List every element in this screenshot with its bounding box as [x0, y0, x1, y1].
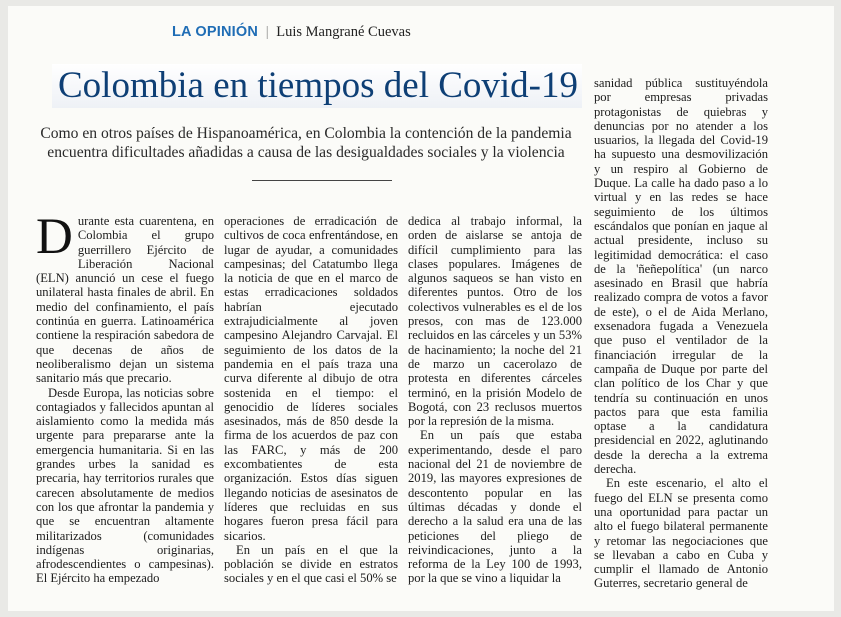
- article-paragraph-2: Desde Europa, las noticias sobre contagiados y fallecidos apuntan al aislamiento como la medida más urgente para prepararse ante la emergencia humanitaria. Si en las grandes urbes la sanidad es precaria, hay territorios rurales que carecen absolutamente de medios con los que afrontar la pandemia y que se encuentran altamente militarizados (comunidades indígenas originarias, afrodescendientes o campesinas). El Ejército ha empezado: [36, 385, 214, 586]
- column-2: [224, 214, 398, 598]
- article-paragraph-4-cont: sanidad pública sustituyéndola por empresas privadas protagonistas de quiebras y denuncias por no atender a los usuarios, la llegada del Covid-19 ha supuesto una desmovilización y un respiro al Gobierno de Duque. La calle ha dado paso a lo virtual y en las redes se hace seguimiento de los últimos escándalos que ponían en jaque al actual presidente, incluso su legitimidad democrática: el caso de la 'ñeñepolítica' (un narco asesinado en Brasil que habría realizado compra de votos a favor de este), o el de Aida Merlano, exsenadora fugada a Venezuela que puso el ventilador de la financiación irregular de la campaña de Duque por parte del clan político de los Char y que tendría su continuación en unos pactos para que esta familia optase a la candidatura presidencial en 2022, aglutinando desde la derecha a la extrema derecha.: [594, 76, 768, 477]
- article-paragraph-2-cont: operaciones de erradicación de cultivos de coca enfrentándose, en lugar de ayudar, a comunidades campesinas; del Catatumbo llega la noticia de que en el marco de estas erradicaciones soldados habrían ejecutado extrajudicialmente al joven campesino Alejandro Carvajal. El seguimiento de los datos de la pandemia en el país traza una curva diferente al dibujo de otra sostenida en el tiempo: el genocidio de líderes sociales asesinados, más de 850 desde la firma de los acuerdos de paz con las FARC, y más de 200 excombatientes de esta organización. Estos días siguen llegando noticias de asesinatos de líderes que recluidas en sus hogares fueron presa fácil para sicarios.: [224, 214, 398, 543]
- header-author: Luis Mangrané Cuevas: [276, 24, 411, 40]
- column-3: [408, 214, 582, 598]
- article-paragraph-3-cont: dedica al trabajo informal, la orden de aislarse se antoja de difícil cumplimiento para las clases populares. Imágenes de algunos saqueos se han visto en diferentes puntos. Otro de los colectivos vulnerables es el de los presos, con mas de 123.000 recluidos en las cárceles y un 53% de hacinamiento; la noche del 21 de marzo un cacerolazo de protesta en diferentes cárceles terminó, en la prisión Modelo de Bogotá, con 23 reclusos muertos por la represión de la misma.: [408, 214, 582, 429]
- article-subtitle: Como en otros países de Hispanoamérica, en Colombia la contención de la pandemia encuentra dificultades añadidas a causa de las desigualdades sociales y la violencia: [40, 125, 572, 161]
- drop-cap: D: [36, 214, 73, 265]
- section-header: [172, 24, 411, 41]
- section-label: LA OPINIÓN: [172, 24, 259, 40]
- column-4: [594, 76, 768, 600]
- article-paragraph-3: En un país en el que la población se divide en estratos sociales y en el que casi el 50% se: [224, 542, 398, 586]
- newspaper-page: [8, 6, 834, 611]
- article-paragraph-4: En un país que estaba experimentando, desde el paro nacional del 21 de noviembre de 2019, las mayores expresiones de descontento popular en las últimas décadas y donde el derecho a la salud era una de las peticiones del pliego de reivindicaciones, junto a la reforma de la Ley 100 de 1993, por la que se vino a liquidar la: [408, 428, 582, 586]
- column-1: [36, 214, 214, 598]
- article-paragraph-1: Durante esta cuarentena, en Colombia el grupo guerrillero Ejército de Liberación Nacional (ELN) anunció un cese el fuego unilateral hasta finales de abril. En medio del confinamiento, el país continúa en guerra. Latinoamérica contiene la respiración sabedora de que decenas de años de neoliberalismo dejan un sistema sanitario más que precario.: [36, 214, 214, 386]
- section-separator: |: [265, 24, 269, 40]
- article-paragraph-5: En este escenario, el alto el fuego del ELN se presenta como una oportunidad para pactar un alto el fuego bilateral permanente y retomar las negociaciones que se llevaban a cabo en Cuba y cumplir el llamado de Antonio Guterres, secretario general de: [594, 476, 768, 591]
- divider-rule: [252, 180, 392, 181]
- article-title: Colombia en tiempos del Covid-19: [52, 64, 582, 108]
